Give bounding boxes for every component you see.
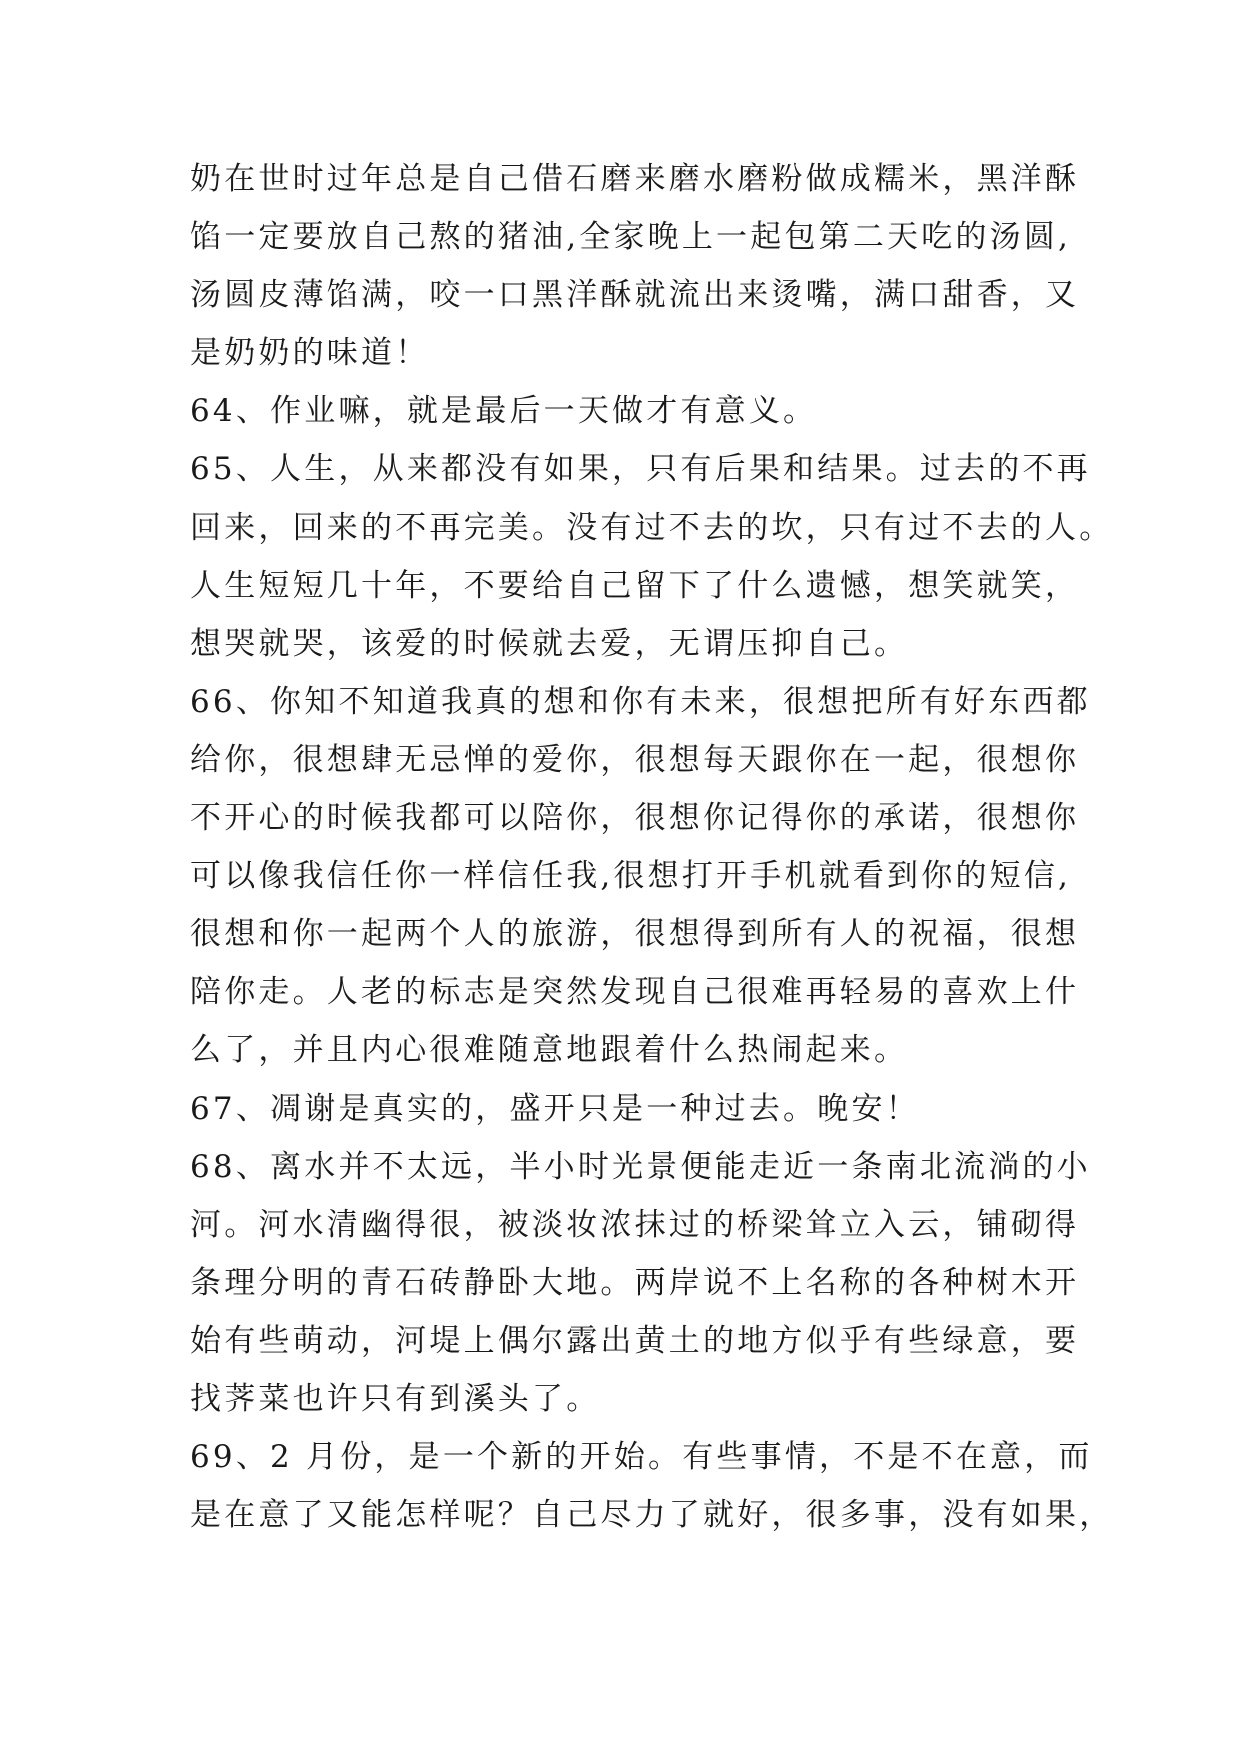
- text-line: 是在意了又能怎样呢？自己尽力了就好，很多事，没有如果，: [190, 1497, 1114, 1534]
- text-line: 么了，并且内心很难随意地跟着什么热闹起来。: [190, 1032, 909, 1069]
- text-line: 奶在世时过年总是自己借石磨来磨水磨粉做成糯米，黑洋酥: [190, 161, 1080, 197]
- text-line: 找荠菜也许只有到溪头了。: [190, 1380, 601, 1417]
- text-line: 人生短短几十年，不要给自己留下了什么遗憾，想笑就笑，: [190, 567, 1080, 604]
- text-line: 68、离水并不太远，半小时光景便能走近一条南北流淌的小: [190, 1148, 1091, 1185]
- text-line: 65、人生，从来都没有如果，只有后果和结果。过去的不再: [190, 451, 1091, 488]
- text-line: 汤圆皮薄馅满，咬一口黑洋酥就流出来烫嘴，满口甜香，又: [190, 277, 1080, 314]
- text-line: 陪你走。人老的标志是突然发现自己很难再轻易的喜欢上什: [190, 974, 1080, 1011]
- text-line: 想哭就哭，该爱的时候就去爱，无谓压抑自己。: [190, 625, 909, 662]
- text-line: 很想和你一起两个人的旅游，很想得到所有人的祝福，很想: [190, 916, 1080, 953]
- text-line: 69、2 月份，是一个新的开始。有些事情，不是不在意，而: [190, 1439, 1093, 1476]
- text-line: 条理分明的青石砖静卧大地。两岸说不上名称的各种树木开: [190, 1264, 1080, 1301]
- text-line: 给你，很想肆无忌惮的爱你，很想每天跟你在一起，很想你: [190, 741, 1080, 778]
- text-line: 不开心的时候我都可以陪你，很想你记得你的承诺，很想你: [190, 800, 1080, 837]
- text-line: 64、作业嘛，就是最后一天做才有意义。: [190, 393, 818, 430]
- text-line: 66、你知不知道我真的想和你有未来，很想把所有好东西都: [190, 683, 1091, 720]
- text-line: 是奶奶的味道！: [190, 335, 430, 372]
- text-line: 可以像我信任你一样信任我,很想打开手机就看到你的短信,: [190, 858, 1072, 895]
- text-line: 河。河水清幽得很，被淡妆浓抹过的桥梁耸立入云，铺砌得: [190, 1206, 1080, 1243]
- body-text: [190, 150, 1130, 1544]
- text-line: 67、凋谢是真实的，盛开只是一种过去。晚安！: [190, 1090, 920, 1127]
- text-line: 始有些萌动，河堤上偶尔露出黄土的地方似乎有些绿意，要: [190, 1322, 1080, 1359]
- text-line: 馅一定要放自己熬的猪油,全家晚上一起包第二天吃的汤圆,: [190, 219, 1072, 256]
- text-line: 回来，回来的不再完美。没有过不去的坎，只有过不去的人。: [190, 509, 1114, 546]
